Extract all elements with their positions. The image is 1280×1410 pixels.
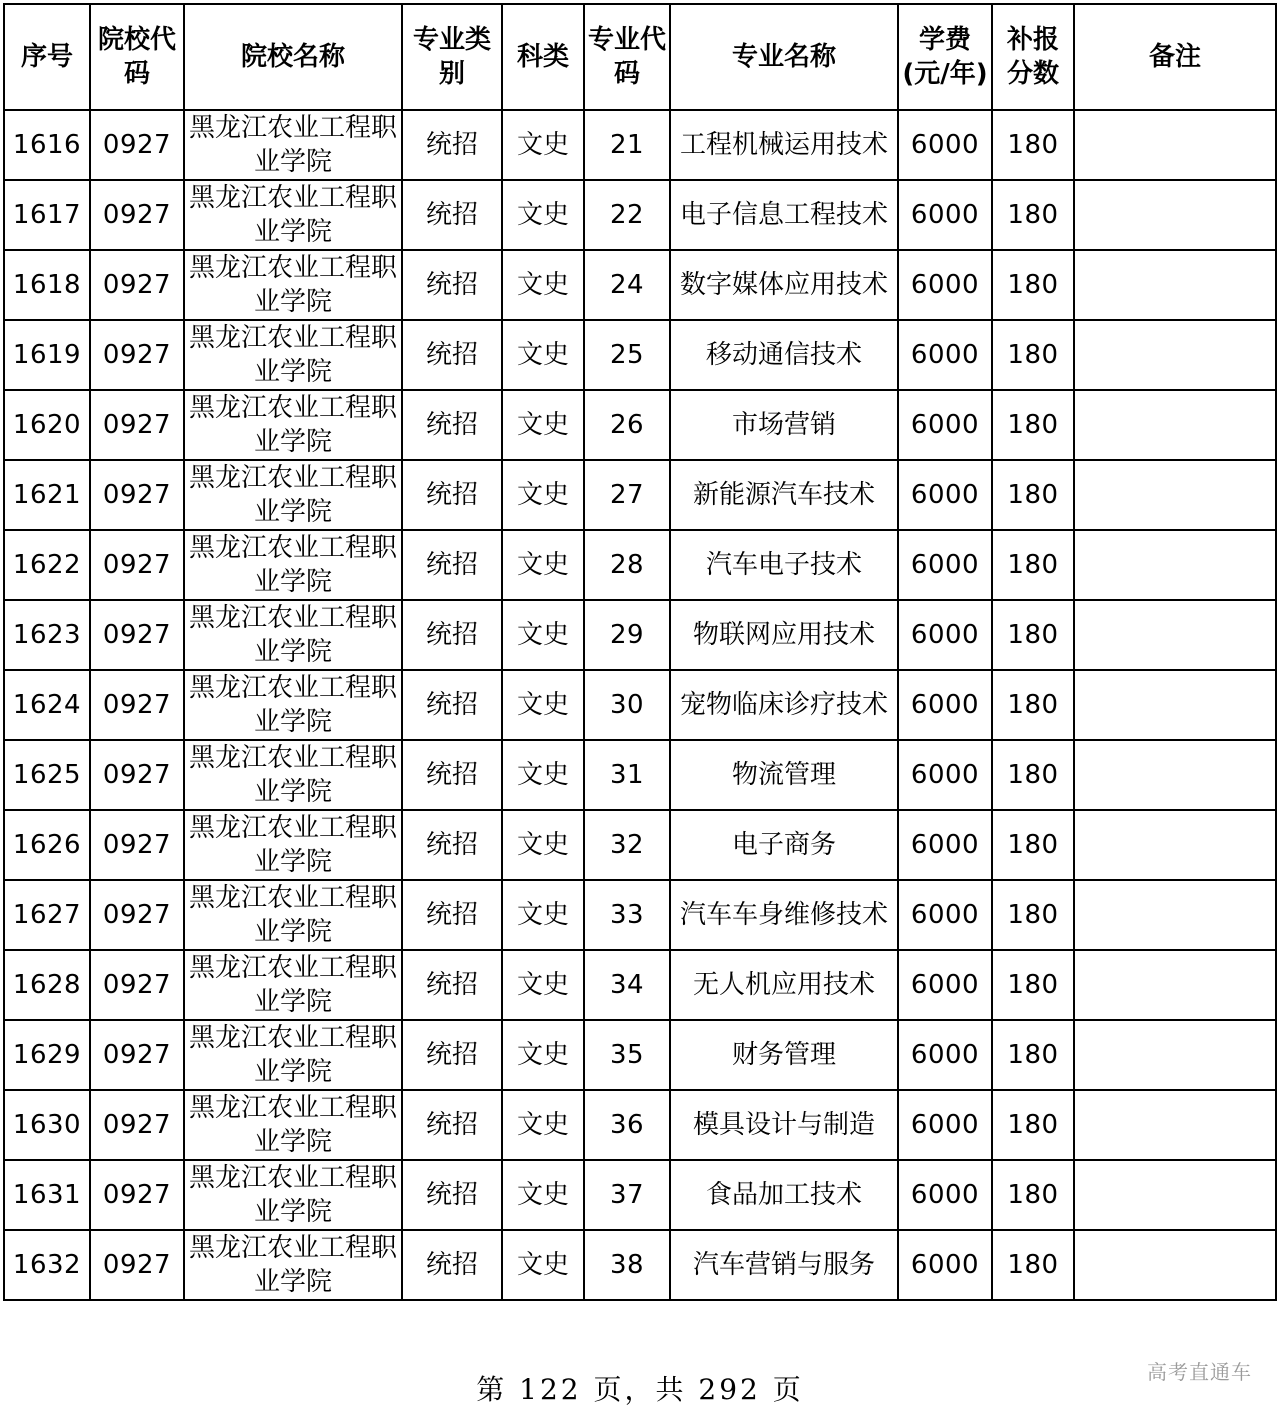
cell-major-code: 37: [584, 1160, 670, 1230]
cell-major-category: 统招: [402, 1020, 502, 1090]
cell-major-name: 物联网应用技术: [670, 600, 898, 670]
watermark-text: 高考直通车: [1147, 1360, 1252, 1384]
cell-tuition: 6000: [898, 250, 992, 320]
cell-school-code: 0927: [90, 1020, 184, 1090]
cell-major-code: 29: [584, 600, 670, 670]
cell-school-code: 0927: [90, 810, 184, 880]
cell-remark: [1074, 180, 1276, 250]
cell-seq: 1621: [4, 460, 90, 530]
cell-school-name: 黑龙江农业工程职业学院: [184, 250, 402, 320]
cell-school-code: 0927: [90, 1230, 184, 1300]
cell-school-name: 黑龙江农业工程职业学院: [184, 880, 402, 950]
cell-school-code: 0927: [90, 460, 184, 530]
cell-min-score: 180: [992, 250, 1074, 320]
cell-remark: [1074, 460, 1276, 530]
cell-tuition: 6000: [898, 390, 992, 460]
cell-subject: 文史: [502, 180, 584, 250]
cell-major-category: 统招: [402, 460, 502, 530]
cell-remark: [1074, 110, 1276, 180]
cell-min-score: 180: [992, 810, 1074, 880]
cell-school-name: 黑龙江农业工程职业学院: [184, 320, 402, 390]
cell-school-name: 黑龙江农业工程职业学院: [184, 950, 402, 1020]
cell-remark: [1074, 810, 1276, 880]
cell-min-score: 180: [992, 530, 1074, 600]
cell-major-name: 数字媒体应用技术: [670, 250, 898, 320]
cell-major-category: 统招: [402, 320, 502, 390]
page-number: 第 122 页，共 292 页: [476, 1373, 804, 1406]
cell-school-name: 黑龙江农业工程职业学院: [184, 110, 402, 180]
cell-major-code: 30: [584, 670, 670, 740]
cell-seq: 1619: [4, 320, 90, 390]
cell-school-code: 0927: [90, 670, 184, 740]
cell-min-score: 180: [992, 1160, 1074, 1230]
cell-school-code: 0927: [90, 880, 184, 950]
cell-major-name: 移动通信技术: [670, 320, 898, 390]
cell-min-score: 180: [992, 110, 1074, 180]
cell-major-category: 统招: [402, 600, 502, 670]
cell-min-score: 180: [992, 320, 1074, 390]
cell-major-name: 宠物临床诊疗技术: [670, 670, 898, 740]
cell-school-name: 黑龙江农业工程职业学院: [184, 810, 402, 880]
cell-tuition: 6000: [898, 530, 992, 600]
cell-remark: [1074, 320, 1276, 390]
header-school-code: 院校代码: [90, 4, 184, 110]
cell-subject: 文史: [502, 1230, 584, 1300]
cell-tuition: 6000: [898, 1090, 992, 1160]
cell-tuition: 6000: [898, 1020, 992, 1090]
cell-major-code: 32: [584, 810, 670, 880]
cell-tuition: 6000: [898, 180, 992, 250]
cell-tuition: 6000: [898, 740, 992, 810]
header-tuition: 学费(元/年): [898, 4, 992, 110]
cell-school-code: 0927: [90, 530, 184, 600]
table-row: [4, 250, 1276, 320]
cell-school-name: 黑龙江农业工程职业学院: [184, 1020, 402, 1090]
cell-subject: 文史: [502, 390, 584, 460]
table-row: [4, 110, 1276, 180]
cell-seq: 1631: [4, 1160, 90, 1230]
cell-seq: 1632: [4, 1230, 90, 1300]
header-major-name: 专业名称: [670, 4, 898, 110]
header-school-name: 院校名称: [184, 4, 402, 110]
table-row: [4, 670, 1276, 740]
cell-subject: 文史: [502, 530, 584, 600]
header-seq: 序号: [4, 4, 90, 110]
cell-min-score: 180: [992, 1090, 1074, 1160]
cell-seq: 1616: [4, 110, 90, 180]
cell-remark: [1074, 950, 1276, 1020]
cell-major-category: 统招: [402, 670, 502, 740]
cell-school-name: 黑龙江农业工程职业学院: [184, 670, 402, 740]
cell-major-code: 26: [584, 390, 670, 460]
cell-school-code: 0927: [90, 740, 184, 810]
cell-tuition: 6000: [898, 1230, 992, 1300]
cell-tuition: 6000: [898, 1160, 992, 1230]
cell-school-code: 0927: [90, 1160, 184, 1230]
cell-seq: 1629: [4, 1020, 90, 1090]
cell-seq: 1620: [4, 390, 90, 460]
cell-remark: [1074, 1020, 1276, 1090]
cell-major-category: 统招: [402, 810, 502, 880]
cell-min-score: 180: [992, 740, 1074, 810]
table-row: [4, 950, 1276, 1020]
cell-subject: 文史: [502, 600, 584, 670]
cell-remark: [1074, 1090, 1276, 1160]
cell-major-code: 21: [584, 110, 670, 180]
cell-seq: 1622: [4, 530, 90, 600]
cell-subject: 文史: [502, 740, 584, 810]
cell-school-name: 黑龙江农业工程职业学院: [184, 180, 402, 250]
cell-major-category: 统招: [402, 250, 502, 320]
table-row: [4, 460, 1276, 530]
cell-remark: [1074, 250, 1276, 320]
table-row: [4, 1160, 1276, 1230]
cell-major-code: 27: [584, 460, 670, 530]
cell-min-score: 180: [992, 1020, 1074, 1090]
cell-min-score: 180: [992, 600, 1074, 670]
cell-remark: [1074, 740, 1276, 810]
cell-school-code: 0927: [90, 110, 184, 180]
cell-seq: 1623: [4, 600, 90, 670]
cell-major-code: 35: [584, 1020, 670, 1090]
cell-seq: 1626: [4, 810, 90, 880]
cell-school-name: 黑龙江农业工程职业学院: [184, 530, 402, 600]
cell-remark: [1074, 670, 1276, 740]
header-remark: 备注: [1074, 4, 1276, 110]
header-row: [4, 4, 1276, 110]
cell-major-name: 食品加工技术: [670, 1160, 898, 1230]
cell-school-name: 黑龙江农业工程职业学院: [184, 1160, 402, 1230]
cell-school-code: 0927: [90, 600, 184, 670]
cell-tuition: 6000: [898, 460, 992, 530]
cell-major-code: 38: [584, 1230, 670, 1300]
cell-major-name: 工程机械运用技术: [670, 110, 898, 180]
table-row: [4, 1090, 1276, 1160]
cell-major-name: 汽车营销与服务: [670, 1230, 898, 1300]
cell-major-name: 财务管理: [670, 1020, 898, 1090]
cell-major-code: 22: [584, 180, 670, 250]
cell-min-score: 180: [992, 950, 1074, 1020]
cell-min-score: 180: [992, 670, 1074, 740]
cell-remark: [1074, 530, 1276, 600]
cell-major-category: 统招: [402, 880, 502, 950]
cell-major-category: 统招: [402, 1230, 502, 1300]
cell-school-code: 0927: [90, 390, 184, 460]
cell-major-category: 统招: [402, 110, 502, 180]
table-row: [4, 390, 1276, 460]
cell-subject: 文史: [502, 1090, 584, 1160]
cell-tuition: 6000: [898, 600, 992, 670]
admission-plan-table: [3, 3, 1277, 1301]
table-row: [4, 600, 1276, 670]
cell-tuition: 6000: [898, 320, 992, 390]
cell-seq: 1618: [4, 250, 90, 320]
table-row: [4, 180, 1276, 250]
cell-school-code: 0927: [90, 320, 184, 390]
cell-subject: 文史: [502, 250, 584, 320]
cell-subject: 文史: [502, 810, 584, 880]
table-body: [4, 110, 1276, 1300]
cell-major-category: 统招: [402, 950, 502, 1020]
cell-min-score: 180: [992, 390, 1074, 460]
cell-major-code: 36: [584, 1090, 670, 1160]
cell-seq: 1624: [4, 670, 90, 740]
cell-seq: 1617: [4, 180, 90, 250]
cell-tuition: 6000: [898, 950, 992, 1020]
header-major-code: 专业代码: [584, 4, 670, 110]
cell-seq: 1625: [4, 740, 90, 810]
table-row: [4, 740, 1276, 810]
cell-major-name: 汽车车身维修技术: [670, 880, 898, 950]
cell-subject: 文史: [502, 950, 584, 1020]
cell-subject: 文史: [502, 320, 584, 390]
cell-major-category: 统招: [402, 1160, 502, 1230]
cell-major-name: 电子商务: [670, 810, 898, 880]
cell-school-name: 黑龙江农业工程职业学院: [184, 1230, 402, 1300]
cell-remark: [1074, 390, 1276, 460]
cell-tuition: 6000: [898, 110, 992, 180]
cell-subject: 文史: [502, 110, 584, 180]
cell-remark: [1074, 880, 1276, 950]
cell-major-code: 25: [584, 320, 670, 390]
cell-major-code: 34: [584, 950, 670, 1020]
cell-seq: 1630: [4, 1090, 90, 1160]
header-subject: 科类: [502, 4, 584, 110]
cell-tuition: 6000: [898, 670, 992, 740]
cell-remark: [1074, 1160, 1276, 1230]
cell-major-name: 市场营销: [670, 390, 898, 460]
cell-min-score: 180: [992, 460, 1074, 530]
cell-school-name: 黑龙江农业工程职业学院: [184, 390, 402, 460]
cell-major-name: 汽车电子技术: [670, 530, 898, 600]
cell-subject: 文史: [502, 1020, 584, 1090]
cell-school-code: 0927: [90, 180, 184, 250]
cell-remark: [1074, 1230, 1276, 1300]
cell-school-code: 0927: [90, 1090, 184, 1160]
cell-major-category: 统招: [402, 740, 502, 810]
cell-tuition: 6000: [898, 810, 992, 880]
table-row: [4, 530, 1276, 600]
cell-school-name: 黑龙江农业工程职业学院: [184, 600, 402, 670]
table-row: [4, 810, 1276, 880]
table-row: [4, 1230, 1276, 1300]
cell-major-code: 28: [584, 530, 670, 600]
cell-tuition: 6000: [898, 880, 992, 950]
cell-major-code: 24: [584, 250, 670, 320]
cell-subject: 文史: [502, 670, 584, 740]
cell-major-code: 33: [584, 880, 670, 950]
cell-major-name: 模具设计与制造: [670, 1090, 898, 1160]
cell-min-score: 180: [992, 1230, 1074, 1300]
cell-major-name: 无人机应用技术: [670, 950, 898, 1020]
header-min-score: 补报分数: [992, 4, 1074, 110]
header-major-category: 专业类别: [402, 4, 502, 110]
cell-school-code: 0927: [90, 250, 184, 320]
cell-min-score: 180: [992, 880, 1074, 950]
cell-major-name: 新能源汽车技术: [670, 460, 898, 530]
cell-major-name: 电子信息工程技术: [670, 180, 898, 250]
cell-major-code: 31: [584, 740, 670, 810]
cell-school-name: 黑龙江农业工程职业学院: [184, 740, 402, 810]
cell-school-name: 黑龙江农业工程职业学院: [184, 1090, 402, 1160]
table-row: [4, 320, 1276, 390]
cell-subject: 文史: [502, 880, 584, 950]
cell-major-category: 统招: [402, 180, 502, 250]
cell-major-category: 统招: [402, 390, 502, 460]
cell-seq: 1627: [4, 880, 90, 950]
cell-seq: 1628: [4, 950, 90, 1020]
cell-school-code: 0927: [90, 950, 184, 1020]
table-row: [4, 1020, 1276, 1090]
cell-remark: [1074, 600, 1276, 670]
cell-min-score: 180: [992, 180, 1074, 250]
cell-subject: 文史: [502, 460, 584, 530]
cell-major-category: 统招: [402, 530, 502, 600]
cell-major-name: 物流管理: [670, 740, 898, 810]
cell-school-name: 黑龙江农业工程职业学院: [184, 460, 402, 530]
cell-major-category: 统招: [402, 1090, 502, 1160]
cell-subject: 文史: [502, 1160, 584, 1230]
table-header: [4, 4, 1276, 110]
table-row: [4, 880, 1276, 950]
